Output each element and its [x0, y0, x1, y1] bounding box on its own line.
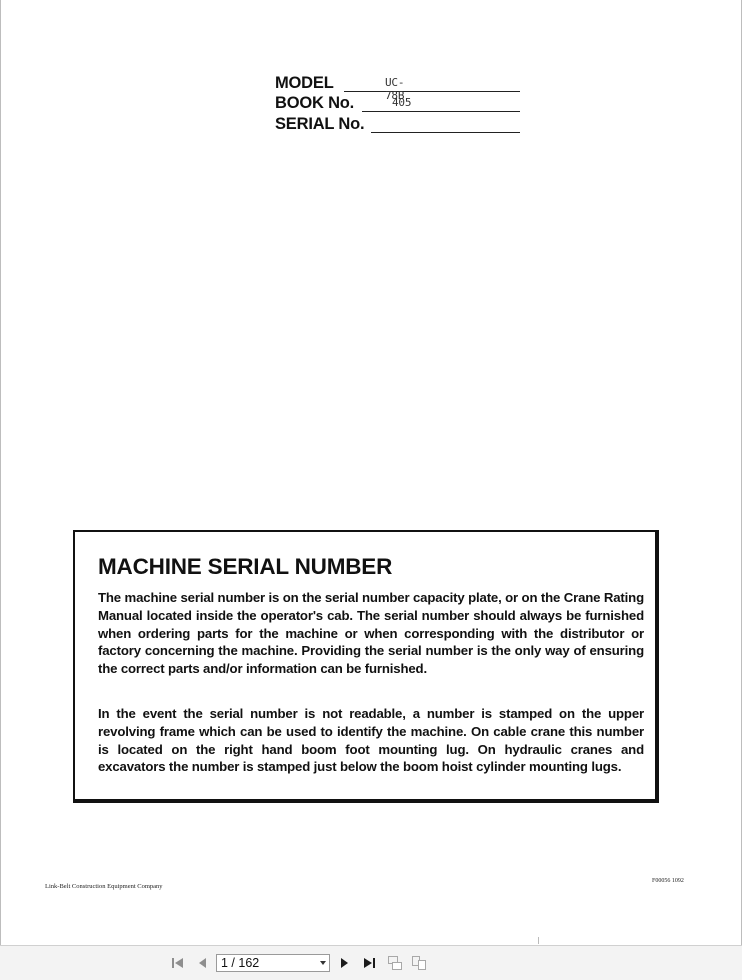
- single-page-view-button[interactable]: [386, 955, 404, 971]
- document-code: F00056 1092: [652, 878, 684, 884]
- first-page-icon: [171, 957, 185, 969]
- page-edge-mark: [538, 937, 539, 944]
- model-value: UC-78B: [385, 76, 405, 102]
- company-footer: Link-Belt Construction Equipment Company: [45, 883, 163, 890]
- notice-paragraph-1: The machine serial number is on the serial number capacity plate, or on the Crane Rating Manual located inside the operator's cab. The serial number should always be furnished when ordering parts for the machine or when corresponding with the distributor or factory concerning the machine. Providing the serial number is the only way of ensuring the correct parts and/or information can be furnished.: [98, 590, 644, 677]
- book-label: BOOK No.: [275, 94, 355, 112]
- first-page-button[interactable]: [170, 955, 186, 971]
- next-page-icon: [340, 957, 350, 969]
- notice-title: MACHINE SERIAL NUMBER: [98, 554, 393, 579]
- model-underline: [344, 91, 520, 92]
- two-page-view-button[interactable]: [410, 955, 428, 971]
- pdf-navigation-toolbar: [0, 945, 742, 980]
- serial-number-notice-box: [73, 530, 659, 803]
- single-page-view-icon: [387, 955, 403, 971]
- two-page-view-icon: [411, 955, 427, 971]
- previous-page-icon: [197, 957, 207, 969]
- model-label: MODEL: [275, 74, 334, 92]
- book-value: 405: [392, 96, 412, 109]
- page-indicator: 1 / 162: [221, 956, 260, 970]
- serial-label: SERIAL No.: [275, 115, 365, 133]
- notice-paragraph-2: In the event the serial number is not readable, a number is stamped on the upper revolving frame which can be used to identify the machine. On cable crane this number is located on the right hand boom foot mounting lug. On hydraulic cranes and excavators the number is stamped just below the boom hoist cylinder mounting lugs.: [98, 706, 644, 775]
- book-underline: [362, 111, 520, 112]
- page-dropdown-icon: [320, 961, 326, 965]
- last-page-button[interactable]: [361, 955, 377, 971]
- serial-underline: [371, 132, 520, 133]
- next-page-button[interactable]: [338, 955, 352, 971]
- last-page-icon: [362, 957, 376, 969]
- previous-page-button[interactable]: [195, 955, 209, 971]
- page-number-selector[interactable]: [216, 954, 330, 972]
